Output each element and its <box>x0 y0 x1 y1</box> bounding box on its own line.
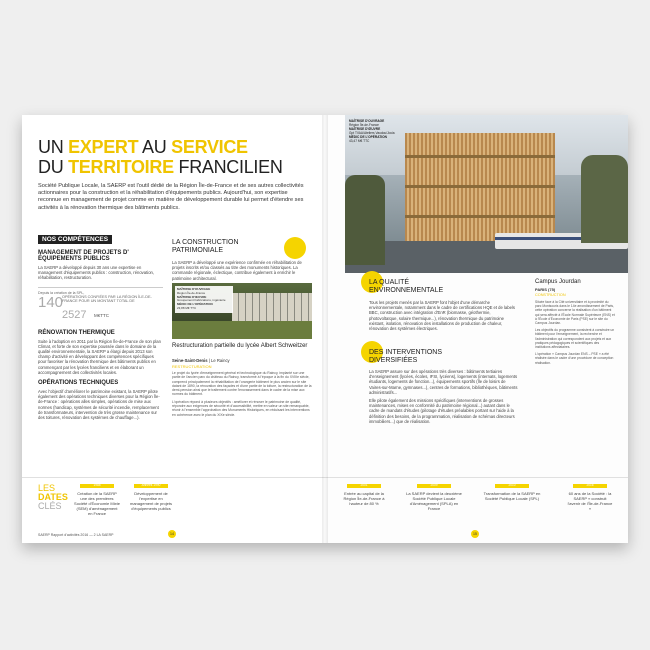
project-info-card: MAÎTRISE D'OUVRAGE Région Île-de-France MAÎTRISE D'ŒUVRE Groupement Fabrications, ingénierie MÉDIC DE L'OPÉRATION 23,88 M€ TTC <box>175 286 233 313</box>
left-page <box>22 115 325 543</box>
timeline-year: 1988 <box>93 483 101 487</box>
qualite-heading: LA QUALITÉ ENVIRONNEMENTALE <box>369 279 444 294</box>
construction-text: La SAERP a développé une expérience confirmée en réhabilitation de projets inscrits et/ou classés au titre des monuments historiques. La commande régionale, éclectique, contribue également à enrichir le patrimoine architectural. <box>172 260 302 281</box>
stat-label: Depuis la création de la SPL, <box>38 290 85 295</box>
footer-text: SAERP Rapport d'activités 2016 — 2 LA SAERP <box>38 533 114 537</box>
timeline-text: Entrée au capital de la Région Île-de-France à hauteur de 80 % <box>343 491 385 506</box>
timeline-year: Années 1990 <box>141 483 161 487</box>
title-word-highlight: SERVICE <box>171 137 248 157</box>
qualite-text: Tous les projets menés par la SAERP font l'objet d'une démarche environnementale, notamment dans le cadre de certifications HQE et de labels BBC, construction avec intégration d'EnR (biomasse, géothermie, photovoltaïque, solaire thermique...), rénovation thermique du patrimoine existant, isolation, rénovation des installations de production de chaleur, rénovation des systèmes électriques. <box>369 300 515 332</box>
stat-block <box>38 287 163 325</box>
renov-text: Suite à l'adoption en 2011 par la Région Île-de-France de son plan Climat, et forte de son expertise poussée dans le domaine de la qualité environnementale, la SAERP a élargi depuis 2013 son champ d'activité en développant des compétences spécifiques pour favoriser la rénovation thermique des bâtiments publics en commençant par les lycées franciliens et en élaborant un accompagnement des collectivités locales. <box>38 338 161 375</box>
campus-text: Située face à la Cité universitaire et à proximité du parc Montsouris dans le 14e arrondissement de Paris, cette opération concerne la réalisation d'un bâtiment qui sera affecté à l'École Normale Supérieure (ENS) et à l'École d'Économie de Paris (PSE) sur le site du Campus Jourdan. Les objectifs du programme consistent à construire un bâtiment pour l'enseignement, la recherche et l'administration qui correspondent aux projets et aux pratiques pédagogiques et scientifiques des institutions affectataires. L'opération « Campus Jourdan ENS – PSE » a été réalisée dans le cadre d'une procédure de conception réalisation. <box>535 300 615 365</box>
stat-count: 140 <box>38 293 64 311</box>
campus-column <box>535 279 615 365</box>
timeline-year: 2009 <box>430 483 438 487</box>
timeline-text: La SAERP devient la deuxième Société Publique Locale d'Aménagement (SPLA) en France <box>406 491 462 511</box>
interventions-text: La SAERP assure sur des opérations très diverses : bâtiments tertiaires d'enseignement (lycées, écoles, IFSI, lycéens), logements (internats, logements étudiants, logements de fonction...), équipements sportifs (Île de loisirs de Vaires-sur-Marne, gymnases...), centres de formations, bibliothèques, bâtiments administratifs... Elle pilote également des missions spécifiques (interventions de grosses maintenances, mises en conformité du patrimoine régional...) autant dans le cadre de mandats d'études (pilotage d'études préalables portant sur l'aide à la définition des besoins, de la programmation, réalisation de schémas directeurs immobiliers...) que de réalisation. <box>369 369 518 424</box>
stat-amount: 2527 <box>62 308 87 321</box>
title-word-highlight: TERRITOIRE <box>68 157 174 177</box>
timeline-left <box>22 477 325 530</box>
timeline-text: Développement de l'expertise en management de projets d'équipements publics <box>129 491 173 511</box>
photo-caption: MAÎTRISE D'OUVRAGE Région Île-de-France MAÎTRISE D'ŒUVRE Gpt TVAA/Ateliers Vaudou/Jocia MÉDIC DE L'OPÉRATION 43,47 M€ TTC <box>349 119 395 143</box>
campus-tag: CONSTRUCTION <box>535 293 566 297</box>
page-number: 15 <box>471 530 479 538</box>
lycee-location: Seine-Saint-Denis | Le Raincy <box>172 358 230 363</box>
page-number: 14 <box>168 530 176 538</box>
timeline-text: 60 ans de la Société : la SAERP « construit l'avenir de l'Île-de-France » <box>567 491 613 511</box>
competences-tag: NOS COMPÉTENCES <box>38 235 112 244</box>
lycee-title: Restructuration partielle du lycée Albert Schweitzer <box>172 343 308 349</box>
title-word: FRANCILIEN <box>178 157 283 177</box>
campus-city: PARIS (75) <box>535 287 556 292</box>
renov-heading: RÉNOVATION THERMIQUE <box>38 329 115 336</box>
title-word-highlight: EXPERT <box>68 137 139 157</box>
timeline-year: 2001 <box>360 483 368 487</box>
ops-heading: OPÉRATIONS TECHNIQUES <box>38 380 119 387</box>
lycee-tag: RESTRUCTURATION <box>172 364 212 369</box>
title-word: DU <box>38 157 64 177</box>
page-title <box>38 137 308 177</box>
campus-photo <box>345 115 628 273</box>
timeline-year: 2010 <box>508 483 516 487</box>
lycee-photo <box>172 283 312 339</box>
timeline-text: Création de la SAERP une des premières Société d'Économie Mixte (SEM) d'aménagement en France <box>74 491 120 516</box>
column-competences <box>38 250 163 420</box>
dates-heading: LES DATES CLÉS <box>38 483 68 511</box>
construction-heading: LA CONSTRUCTION PATRIMONIALE <box>172 239 239 254</box>
ops-text: Avec l'objectif d'améliorer le patrimoine existant, la SAERP pilote également des opérations techniques diverses pour la Région Île-de-France : opérations alles simples, opérations de mise aux normes (handicap, systèmes de sécurité incendie, remplacement de transformateurs, intervention de très grosse maintenance sur des toitures, rénovation des systèmes de chauffage...). <box>38 389 160 421</box>
spine-shadow <box>322 115 328 543</box>
timeline-text: Transformation de la SAERP en Société Publique Locale (SPL) <box>483 491 541 501</box>
mgmt-text: La SAERP a développé depuis 30 ans une expertise en management d'équipements publics : construction, rénovation, réhabilitation, restructuration. <box>38 265 155 281</box>
interventions-heading: DES INTERVENTIONS DIVERSIFIÉES <box>369 349 442 364</box>
lycee-text: Le projet du lycée d'enseignement général et technologique du Raincy, implanté sur une partie de l'ancien parc du château du Raincy, transformé à l'époque à la fin du XVIIIe siècle, comprend principalement la réhabilitation de l'orangerie bâtiment le plus ancien sur le site datant de 1890, la rénovation des façades et d'une partie de la toiture, la restructuration de la demi-pension ainsi que le traitement contre l'encrassement dans le cadre de la mise aux normes du bâtiment. L'opération répond à plusieurs objectifs : améliorer et rénover le patrimoine de qualité, répondre aux exigences de sécurité et d'accessibilité, mettre en valeur un site remarquable, réunir à l'ensemble l'approbation des Monuments Historiques, en réduisant les interventions en cohérence avec le plan du XIXe siècle. <box>172 371 312 417</box>
brochure-spread <box>22 115 628 543</box>
intro-paragraph: Société Publique Locale, la SAERP est l'outil dédié de la Région Île-de-France et de ses autres collectivités actionnaires pour la construction et la réhabilitation d'équipements publics. Aujourd'hui, son expertise reconnue en management de projet comme en matière de développement durable lui permet d'étendre ses activités à la rénovation thermique des bâtiments publics. <box>38 183 304 211</box>
stat-text: OPÉRATIONS CONFIÉES PAR LA RÉGION ÎLE-DE-FRANCE POUR UN MONTANT TOTAL DE <box>62 294 152 304</box>
stat-unit: M€TTC <box>94 312 109 318</box>
timeline-right <box>325 477 628 530</box>
timeline-year: 2016 <box>586 483 594 487</box>
title-word: AU <box>142 137 167 157</box>
right-page <box>325 115 628 543</box>
campus-title: Campus Jourdan <box>535 279 581 285</box>
title-word: UN <box>38 137 64 157</box>
mgmt-heading: MANAGEMENT DE PROJETS D' ÉQUIPEMENTS PUBLICS <box>38 250 129 262</box>
